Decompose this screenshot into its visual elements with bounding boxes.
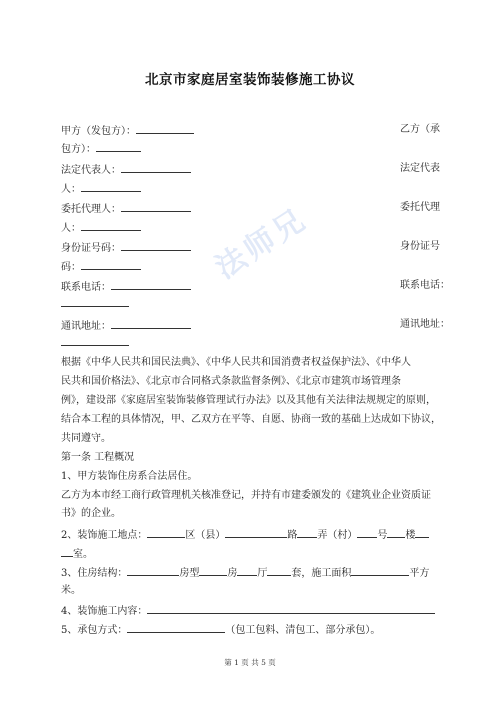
article-1-item-2 <box>61 527 429 542</box>
party-b-line <box>61 141 141 156</box>
address-b-line <box>61 335 129 350</box>
lane-blank <box>297 527 317 538</box>
legal-rep-b-label: 法定代表 <box>400 163 440 174</box>
agent-a-label: 委托代理人： <box>61 204 121 215</box>
article-1-heading: 第一条 工程概况 <box>61 452 135 463</box>
article-1-item-5 <box>61 622 380 637</box>
party-b-label: 乙方（承 <box>400 124 440 135</box>
number-blank <box>357 527 377 538</box>
legal-rep-b-label-cont: 人： <box>61 184 81 195</box>
building-blank <box>387 527 405 538</box>
district-label: 区（县） <box>185 530 226 541</box>
room-label: 室。 <box>73 549 93 560</box>
id-b-blank <box>81 259 141 270</box>
phone-b-label: 联系电话： <box>400 280 450 291</box>
article-1-item-1-b-line-2: 书》的企业。 <box>61 508 121 519</box>
agent-a-line <box>61 201 191 216</box>
content-blank <box>147 603 435 614</box>
site-label: 2、装饰施工地点： <box>61 530 148 541</box>
preamble-line-5: 共同遵守。 <box>61 433 111 444</box>
road-label: 路 <box>287 530 298 541</box>
room-count-label: 房 <box>227 568 238 579</box>
legal-rep-b-blank <box>81 181 141 192</box>
watermark: 法师兄 <box>209 201 314 287</box>
address-a-blank <box>111 318 191 329</box>
hall-label: 厅 <box>257 568 268 579</box>
contract-mode-options: （包工包料、清包工、部分承包）。 <box>225 625 381 636</box>
address-b-blank <box>61 335 129 346</box>
room-blank <box>415 527 429 538</box>
agent-b-line <box>61 220 141 235</box>
article-1-item-2-cont <box>61 546 93 561</box>
article-1-item-3 <box>61 565 429 580</box>
phone-a-blank <box>111 279 191 290</box>
agent-a-blank <box>121 201 191 212</box>
id-a-blank <box>121 240 191 251</box>
type-blank <box>199 565 227 576</box>
address-a-label: 通讯地址： <box>61 321 111 332</box>
article-1-item-1: 1、甲方装饰住房系合法居住。 <box>61 471 198 482</box>
address-b-label: 通讯地址： <box>400 319 450 330</box>
lane-label: 弄（村） <box>317 530 358 541</box>
agent-b-label: 委托代理 <box>400 202 440 213</box>
structure-label: 3、住房结构： <box>61 568 128 579</box>
set-blank <box>267 565 291 576</box>
hall-blank <box>237 565 257 576</box>
id-a-label: 身份证号码： <box>61 243 121 254</box>
phone-a-label: 联系电话： <box>61 282 111 293</box>
phone-b-line <box>61 296 129 311</box>
preamble-line-3: 例》，建设部《家庭居室装饰装修管理试行办法》以及其他有关法律法规规定的原则， <box>61 395 436 406</box>
area-blank <box>351 565 409 576</box>
agent-b-blank <box>81 220 141 231</box>
type-label: 房型 <box>179 568 200 579</box>
preamble-line-4: 结合本工程的具体情况，甲、乙双方在平等、自愿、协商一致的基础上达成如下协议， <box>61 414 441 425</box>
legal-rep-b-line <box>61 181 141 196</box>
legal-rep-a-line <box>61 162 191 177</box>
id-b-line <box>61 259 141 274</box>
phone-b-blank <box>61 296 129 307</box>
preamble-line-2: 民共和国价格法》、《北京市合同格式条款监督条例》、《北京市建筑市场管理条 <box>61 376 401 387</box>
contract-mode-label: 5、承包方式： <box>61 625 128 636</box>
district-blank <box>147 527 185 538</box>
number-label: 号 <box>377 530 388 541</box>
structure-blank <box>127 565 179 576</box>
legal-rep-a-label: 法定代表人： <box>61 165 121 176</box>
article-1-item-3-cont: 米。 <box>61 585 81 596</box>
area-unit-label: 平方 <box>409 568 430 579</box>
content-label: 4、装饰施工内容： <box>61 606 148 617</box>
party-b-label-cont: 包方）： <box>61 144 96 155</box>
agent-b-label-cont: 人： <box>61 223 81 234</box>
legal-rep-a-blank <box>121 162 191 173</box>
id-b-label: 身份证号 <box>400 241 440 252</box>
contract-mode-blank <box>127 622 225 633</box>
building-label: 楼 <box>405 530 416 541</box>
phone-a-line <box>61 279 191 294</box>
party-a-line <box>61 123 194 138</box>
room-blank-cont <box>61 546 73 557</box>
party-b-blank <box>96 141 141 152</box>
document-title: 北京市家庭居室装饰装修施工协议 <box>145 72 355 88</box>
road-blank <box>225 527 287 538</box>
id-b-label-cont: 码： <box>61 262 81 273</box>
set-label: 套，施工面积 <box>291 568 352 579</box>
address-a-line <box>61 318 191 333</box>
page-footer: 第 1 页 共 5 页 <box>224 658 276 667</box>
party-a-label: 甲方（发包方）： <box>61 126 136 137</box>
preamble-line-1: 根据《中华人民共和国民法典》、《中华人民共和国消费者权益保护法》、《中华人 <box>61 357 411 368</box>
article-1-item-1-b-line-1: 乙方为本市经工商行政管理机关核准登记，并持有市建委颁发的《建筑业企业资质证 <box>61 490 431 501</box>
party-a-blank <box>136 123 194 134</box>
id-a-line <box>61 240 191 255</box>
article-1-item-4 <box>61 603 435 618</box>
